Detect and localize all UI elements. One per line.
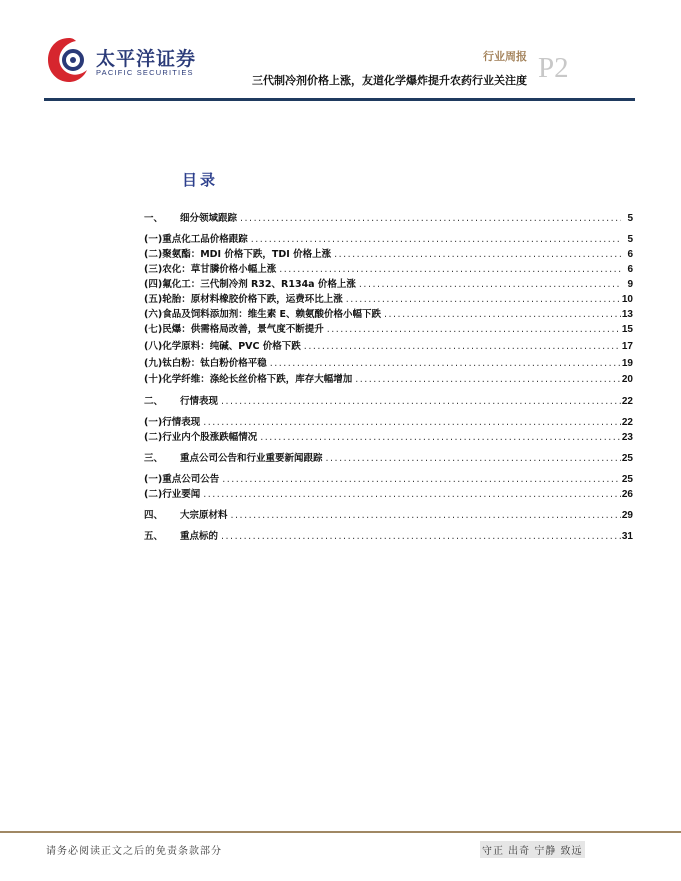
- toc-entry-text: 民爆：供需格局改善，景气度不断提升: [162, 324, 324, 335]
- toc-entry-text: 轮胎：原材料橡胶价格下跌，运费环比上涨: [162, 294, 343, 305]
- toc-entry-page: 25: [621, 453, 633, 464]
- toc-entry-page: 5: [627, 213, 633, 224]
- toc-leader-dots: [356, 277, 621, 292]
- toc-entry-page: 10: [621, 294, 633, 305]
- toc-entry[interactable]: [144, 451, 633, 466]
- toc-entry-number: 三、: [144, 453, 164, 464]
- report-type: 行业周报: [483, 50, 527, 63]
- toc-entry-text: 重点标的: [180, 531, 219, 542]
- toc-entry-number: (九): [144, 358, 163, 369]
- toc-entry-number: (一): [144, 474, 163, 485]
- toc-entry-text: 化学纤维：涤纶长丝价格下跌，库存大幅增加: [162, 374, 353, 385]
- toc-entry-text: 行情表现: [180, 396, 219, 407]
- toc-entry[interactable]: [144, 356, 633, 371]
- toc-entry-page: 5: [627, 234, 633, 245]
- toc-leader-dots: [228, 508, 621, 523]
- toc-entry-number: (二): [144, 432, 163, 443]
- toc-entry-page: 29: [621, 510, 633, 521]
- toc-entry[interactable]: [144, 487, 633, 502]
- toc-leader-dots: [352, 372, 621, 387]
- footer-divider: [0, 831, 681, 833]
- toc-entry[interactable]: [144, 339, 633, 354]
- toc-leader-dots: [323, 451, 621, 466]
- toc-entry-number: (七): [144, 324, 163, 335]
- toc-entry-page: 17: [621, 341, 633, 352]
- toc-entry-page: 6: [627, 249, 633, 260]
- toc-entry[interactable]: [144, 307, 633, 322]
- toc-leader-dots: [301, 339, 621, 354]
- toc-leader-dots: [219, 472, 621, 487]
- toc-entry-page: 22: [621, 417, 633, 428]
- toc-entry-text: 钛白粉：钛白粉价格平稳: [162, 358, 267, 369]
- toc-entry-text: 氟化工：三代制冷剂 R32、R134a 价格上涨: [162, 279, 356, 290]
- toc-entry-text: 行业要闻: [162, 489, 201, 500]
- toc-leader-dots: [237, 211, 621, 226]
- toc-entry[interactable]: [144, 394, 633, 409]
- toc-entry-text: 细分领域跟踪: [180, 213, 238, 224]
- toc-leader-dots: [381, 307, 621, 322]
- toc-entry-text: 重点公司公告和行业重要新闻跟踪: [180, 453, 323, 464]
- toc-entry[interactable]: [144, 322, 633, 337]
- toc-entry-page: 23: [621, 432, 633, 443]
- pacific-securities-logo-icon: [46, 36, 92, 84]
- toc-leader-dots: [200, 415, 621, 430]
- toc-entry-number: (五): [144, 294, 163, 305]
- toc-leader-dots: [276, 262, 621, 277]
- toc-entry-page: 19: [621, 358, 633, 369]
- toc-entry-text: 大宗原材料: [180, 510, 228, 521]
- toc-entry[interactable]: [144, 508, 633, 523]
- toc-entry-text: 化学原料：纯碱、PVC 价格下跌: [162, 341, 301, 352]
- toc-entry-page: 31: [621, 531, 633, 542]
- toc-entry-page: 25: [621, 474, 633, 485]
- toc-entry-page: 6: [627, 264, 633, 275]
- toc-heading: 目录: [182, 171, 219, 189]
- toc-entry-page: 20: [621, 374, 633, 385]
- toc-leader-dots: [218, 529, 621, 544]
- toc-entry-text: 重点化工品价格跟踪: [162, 234, 248, 245]
- toc-entry[interactable]: [144, 472, 633, 487]
- toc-leader-dots: [324, 322, 621, 337]
- footer-disclaimer: 请务必阅读正文之后的免责条款部分: [46, 846, 222, 857]
- toc-leader-dots: [331, 247, 621, 262]
- toc-entry-number: 二、: [144, 396, 164, 407]
- logo-chinese-name: 太平洋证券: [96, 48, 197, 70]
- toc-entry-page: 26: [621, 489, 633, 500]
- toc-leader-dots: [218, 394, 621, 409]
- header-divider: [44, 98, 635, 101]
- toc-entry[interactable]: [144, 277, 633, 292]
- toc-entry-number: (一): [144, 234, 163, 245]
- company-logo: [46, 36, 256, 88]
- toc-entry-number: (八): [144, 341, 163, 352]
- toc-entry-text: 食品及饲料添加剂：维生素 E、赖氨酸价格小幅下跌: [162, 309, 381, 320]
- toc-entry-text: 农化：草甘膦价格小幅上涨: [162, 264, 277, 275]
- toc-entry-number: (十): [144, 374, 163, 385]
- toc-entry[interactable]: [144, 529, 633, 544]
- page-number: P2: [538, 52, 569, 84]
- toc-entry-number: 五、: [144, 531, 164, 542]
- toc-entry[interactable]: [144, 247, 633, 262]
- logo-english-name: PACIFIC SECURITIES: [96, 68, 194, 77]
- toc-leader-dots: [267, 356, 621, 371]
- toc-entry-page: 9: [627, 279, 633, 290]
- toc-entry-text: 行业内个股涨跌幅情况: [162, 432, 258, 443]
- footer-motto: 守正 出奇 宁静 致远: [480, 841, 585, 858]
- toc-entry-number: (二): [144, 249, 163, 260]
- toc-entry[interactable]: [144, 262, 633, 277]
- toc-entry-text: 行情表现: [162, 417, 201, 428]
- toc-entry-page: 15: [621, 324, 633, 335]
- toc-entry-page: 22: [621, 396, 633, 407]
- toc-entry-number: 四、: [144, 510, 164, 521]
- toc-entry[interactable]: [144, 232, 633, 247]
- toc-entry-number: 一、: [144, 213, 164, 224]
- toc-entry[interactable]: [144, 292, 633, 307]
- report-title: 三代制冷剂价格上涨，友道化学爆炸提升农药行业关注度: [252, 74, 527, 87]
- toc-leader-dots: [200, 487, 621, 502]
- toc-entry-number: (三): [144, 264, 163, 275]
- toc-entry[interactable]: [144, 430, 633, 445]
- toc-entry-text: 重点公司公告: [162, 474, 220, 485]
- toc-entry[interactable]: [144, 372, 633, 387]
- toc-entry-number: (四): [144, 279, 163, 290]
- toc-entry-number: (一): [144, 417, 163, 428]
- toc-leader-dots: [257, 430, 621, 445]
- toc-leader-dots: [248, 232, 621, 247]
- toc-entry-number: (六): [144, 309, 163, 320]
- toc-entry-number: (二): [144, 489, 163, 500]
- toc-entry[interactable]: [144, 211, 633, 226]
- toc-entry[interactable]: [144, 415, 633, 430]
- toc-entry-page: 13: [621, 309, 633, 320]
- toc-entry-text: 聚氨酯：MDI 价格下跌，TDI 价格上涨: [162, 249, 332, 260]
- toc-leader-dots: [343, 292, 621, 307]
